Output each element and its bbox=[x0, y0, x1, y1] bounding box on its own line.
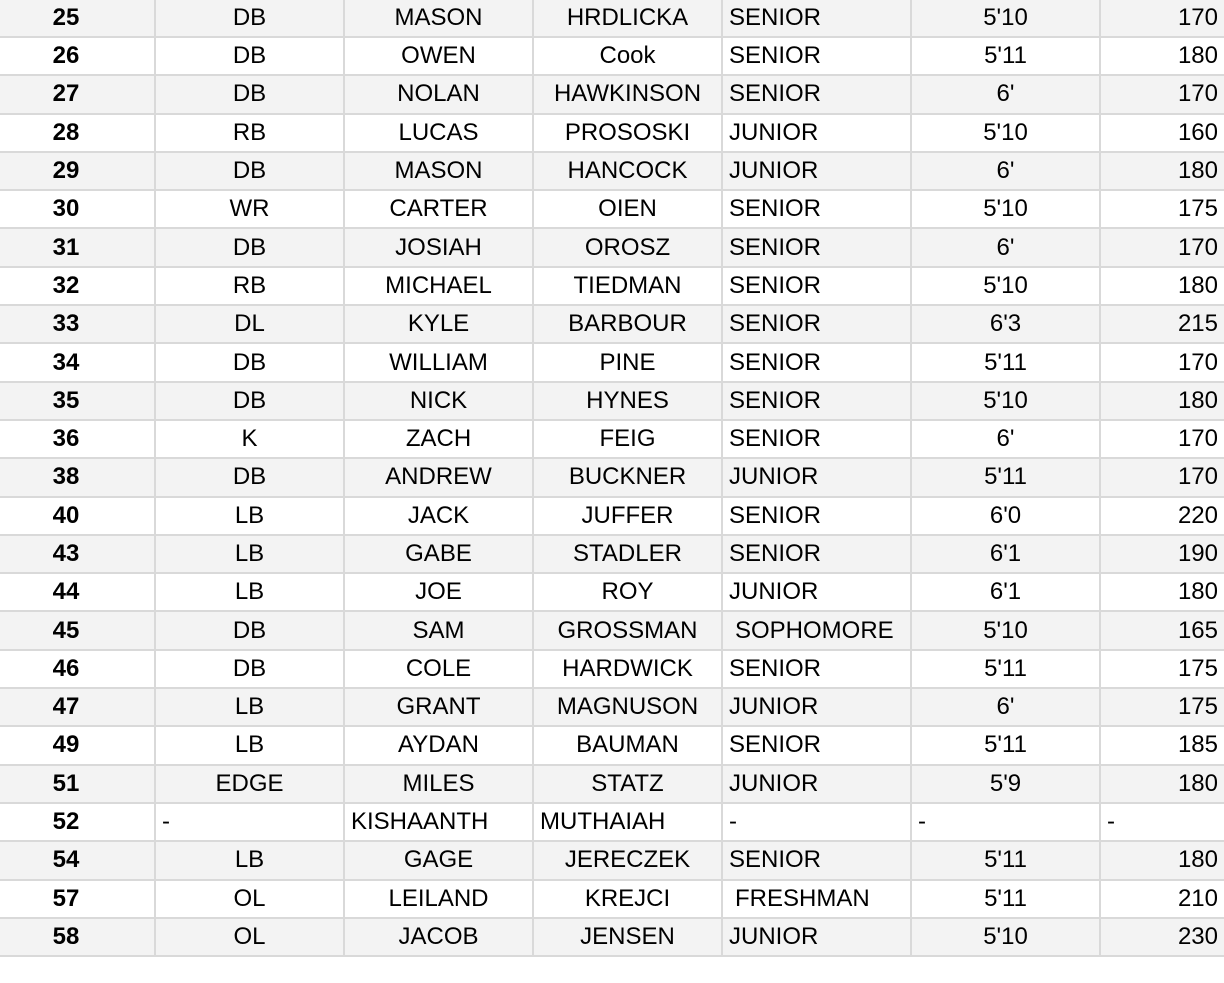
first-name-cell[interactable]: NOLAN bbox=[344, 75, 533, 113]
weight-cell[interactable]: 175 bbox=[1100, 688, 1224, 726]
table-row bbox=[0, 152, 1224, 190]
first-name-cell[interactable]: JACK bbox=[344, 497, 533, 535]
last-name-cell[interactable]: HANCOCK bbox=[533, 152, 722, 190]
first-name-cell[interactable]: GAGE bbox=[344, 841, 533, 879]
height-cell[interactable]: 6'1 bbox=[911, 535, 1100, 573]
jersey-number-cell[interactable]: 27 bbox=[0, 75, 155, 113]
last-name-cell[interactable]: GROSSMAN bbox=[533, 611, 722, 649]
class-year-cell[interactable]: SENIOR bbox=[722, 228, 911, 266]
last-name-cell[interactable]: BARBOUR bbox=[533, 305, 722, 343]
weight-cell[interactable]: 220 bbox=[1100, 497, 1224, 535]
table-row bbox=[0, 841, 1224, 879]
jersey-number-cell[interactable]: 35 bbox=[0, 382, 155, 420]
first-name-cell[interactable]: ANDREW bbox=[344, 458, 533, 496]
class-year-cell[interactable]: SENIOR bbox=[722, 497, 911, 535]
first-name-cell[interactable]: KISHAANTH bbox=[344, 803, 533, 841]
class-year-cell[interactable]: SENIOR bbox=[722, 0, 911, 37]
jersey-number-cell[interactable]: 51 bbox=[0, 765, 155, 803]
class-year-cell[interactable]: JUNIOR bbox=[722, 573, 911, 611]
class-year-cell[interactable]: SOPHOMORE bbox=[722, 611, 911, 649]
class-year-cell[interactable]: SENIOR bbox=[722, 382, 911, 420]
jersey-number-cell[interactable]: 49 bbox=[0, 726, 155, 764]
weight-cell[interactable]: 210 bbox=[1100, 880, 1224, 918]
last-name-cell[interactable]: MAGNUSON bbox=[533, 688, 722, 726]
last-name-cell[interactable]: BUCKNER bbox=[533, 458, 722, 496]
last-name-cell[interactable]: JENSEN bbox=[533, 918, 722, 956]
position-cell[interactable]: DB bbox=[155, 382, 344, 420]
table-row bbox=[0, 343, 1224, 381]
weight-cell[interactable]: 170 bbox=[1100, 343, 1224, 381]
table-row bbox=[0, 0, 1224, 37]
weight-cell[interactable]: 180 bbox=[1100, 573, 1224, 611]
weight-cell[interactable]: 180 bbox=[1100, 37, 1224, 75]
first-name-cell[interactable]: MILES bbox=[344, 765, 533, 803]
position-cell[interactable]: LB bbox=[155, 497, 344, 535]
class-year-cell[interactable]: JUNIOR bbox=[722, 765, 911, 803]
last-name-cell[interactable]: PROSOSKI bbox=[533, 114, 722, 152]
class-year-cell[interactable]: FRESHMAN bbox=[722, 880, 911, 918]
table-row bbox=[0, 497, 1224, 535]
height-cell[interactable]: 6'0 bbox=[911, 497, 1100, 535]
table-row bbox=[0, 382, 1224, 420]
weight-cell[interactable]: 170 bbox=[1100, 0, 1224, 37]
first-name-cell[interactable]: MASON bbox=[344, 152, 533, 190]
position-cell[interactable]: WR bbox=[155, 190, 344, 228]
class-year-cell[interactable]: SENIOR bbox=[722, 535, 911, 573]
last-name-cell[interactable]: JUFFER bbox=[533, 497, 722, 535]
last-name-cell[interactable]: JERECZEK bbox=[533, 841, 722, 879]
height-cell[interactable]: 5'11 bbox=[911, 343, 1100, 381]
jersey-number-cell[interactable]: 44 bbox=[0, 573, 155, 611]
position-cell[interactable]: RB bbox=[155, 114, 344, 152]
jersey-number-cell[interactable]: 57 bbox=[0, 880, 155, 918]
class-year-cell[interactable]: JUNIOR bbox=[722, 114, 911, 152]
table-row bbox=[0, 114, 1224, 152]
table-row bbox=[0, 305, 1224, 343]
first-name-cell[interactable]: JOSIAH bbox=[344, 228, 533, 266]
height-cell[interactable]: 5'11 bbox=[911, 726, 1100, 764]
jersey-number-cell[interactable]: 46 bbox=[0, 650, 155, 688]
class-year-cell[interactable]: SENIOR bbox=[722, 343, 911, 381]
weight-cell[interactable]: 170 bbox=[1100, 420, 1224, 458]
weight-cell[interactable]: 215 bbox=[1100, 305, 1224, 343]
height-cell[interactable]: 6' bbox=[911, 420, 1100, 458]
class-year-cell[interactable]: JUNIOR bbox=[722, 458, 911, 496]
first-name-cell[interactable]: MASON bbox=[344, 0, 533, 37]
table-row bbox=[0, 650, 1224, 688]
height-cell[interactable]: 6'1 bbox=[911, 573, 1100, 611]
table-row bbox=[0, 75, 1224, 113]
position-cell[interactable]: DB bbox=[155, 152, 344, 190]
height-cell[interactable]: 5'11 bbox=[911, 458, 1100, 496]
class-year-cell[interactable]: SENIOR bbox=[722, 420, 911, 458]
weight-cell[interactable]: 175 bbox=[1100, 650, 1224, 688]
weight-cell[interactable]: 180 bbox=[1100, 765, 1224, 803]
position-cell[interactable]: OL bbox=[155, 880, 344, 918]
first-name-cell[interactable]: NICK bbox=[344, 382, 533, 420]
class-year-cell[interactable]: SENIOR bbox=[722, 37, 911, 75]
jersey-number-cell[interactable]: 28 bbox=[0, 114, 155, 152]
weight-cell[interactable]: 185 bbox=[1100, 726, 1224, 764]
last-name-cell[interactable]: STADLER bbox=[533, 535, 722, 573]
weight-cell[interactable]: 180 bbox=[1100, 152, 1224, 190]
position-cell[interactable]: DB bbox=[155, 343, 344, 381]
class-year-cell[interactable]: SENIOR bbox=[722, 726, 911, 764]
last-name-cell[interactable]: STATZ bbox=[533, 765, 722, 803]
height-cell[interactable]: 6' bbox=[911, 688, 1100, 726]
position-cell[interactable]: RB bbox=[155, 267, 344, 305]
height-cell[interactable]: 5'11 bbox=[911, 841, 1100, 879]
class-year-cell[interactable]: JUNIOR bbox=[722, 918, 911, 956]
table-row bbox=[0, 726, 1224, 764]
height-cell[interactable]: 5'10 bbox=[911, 611, 1100, 649]
weight-cell[interactable]: 180 bbox=[1100, 267, 1224, 305]
class-year-cell[interactable]: SENIOR bbox=[722, 305, 911, 343]
position-cell[interactable]: LB bbox=[155, 573, 344, 611]
table-row bbox=[0, 37, 1224, 75]
table-row bbox=[0, 420, 1224, 458]
jersey-number-cell[interactable]: 30 bbox=[0, 190, 155, 228]
table-row bbox=[0, 611, 1224, 649]
jersey-number-cell[interactable]: 47 bbox=[0, 688, 155, 726]
last-name-cell[interactable]: HAWKINSON bbox=[533, 75, 722, 113]
table-row bbox=[0, 880, 1224, 918]
first-name-cell[interactable]: AYDAN bbox=[344, 726, 533, 764]
table-row bbox=[0, 190, 1224, 228]
position-cell[interactable]: K bbox=[155, 420, 344, 458]
first-name-cell[interactable]: COLE bbox=[344, 650, 533, 688]
weight-cell[interactable]: 190 bbox=[1100, 535, 1224, 573]
class-year-cell[interactable]: SENIOR bbox=[722, 650, 911, 688]
first-name-cell[interactable]: CARTER bbox=[344, 190, 533, 228]
height-cell[interactable]: 5'10 bbox=[911, 0, 1100, 37]
first-name-cell[interactable]: LUCAS bbox=[344, 114, 533, 152]
class-year-cell[interactable]: SENIOR bbox=[722, 75, 911, 113]
jersey-number-cell[interactable]: 33 bbox=[0, 305, 155, 343]
jersey-number-cell[interactable]: 32 bbox=[0, 267, 155, 305]
position-cell[interactable]: LB bbox=[155, 841, 344, 879]
last-name-cell[interactable]: MUTHAIAH bbox=[533, 803, 722, 841]
height-cell[interactable]: 5'10 bbox=[911, 267, 1100, 305]
weight-cell[interactable]: 180 bbox=[1100, 841, 1224, 879]
last-name-cell[interactable]: HARDWICK bbox=[533, 650, 722, 688]
first-name-cell[interactable]: GRANT bbox=[344, 688, 533, 726]
first-name-cell[interactable]: ZACH bbox=[344, 420, 533, 458]
weight-cell[interactable]: 230 bbox=[1100, 918, 1224, 956]
position-cell[interactable]: LB bbox=[155, 535, 344, 573]
height-cell[interactable]: 6'3 bbox=[911, 305, 1100, 343]
jersey-number-cell[interactable]: 38 bbox=[0, 458, 155, 496]
weight-cell[interactable]: 160 bbox=[1100, 114, 1224, 152]
weight-cell[interactable]: 175 bbox=[1100, 190, 1224, 228]
last-name-cell[interactable]: BAUMAN bbox=[533, 726, 722, 764]
height-cell[interactable]: 5'10 bbox=[911, 190, 1100, 228]
position-cell[interactable]: DB bbox=[155, 75, 344, 113]
weight-cell[interactable]: 170 bbox=[1100, 75, 1224, 113]
class-year-cell[interactable]: SENIOR bbox=[722, 190, 911, 228]
height-cell[interactable]: 5'11 bbox=[911, 37, 1100, 75]
class-year-cell[interactable]: JUNIOR bbox=[722, 152, 911, 190]
table-row bbox=[0, 918, 1224, 956]
first-name-cell[interactable]: WILLIAM bbox=[344, 343, 533, 381]
table-row bbox=[0, 267, 1224, 305]
position-cell[interactable]: DB bbox=[155, 228, 344, 266]
height-cell[interactable]: 5'11 bbox=[911, 880, 1100, 918]
last-name-cell[interactable]: HYNES bbox=[533, 382, 722, 420]
table-row bbox=[0, 228, 1224, 266]
height-cell[interactable]: 6' bbox=[911, 75, 1100, 113]
jersey-number-cell[interactable]: 40 bbox=[0, 497, 155, 535]
weight-cell[interactable]: 180 bbox=[1100, 382, 1224, 420]
jersey-number-cell[interactable]: 26 bbox=[0, 37, 155, 75]
jersey-number-cell[interactable]: 25 bbox=[0, 0, 155, 37]
position-cell[interactable]: DB bbox=[155, 611, 344, 649]
table-row bbox=[0, 765, 1224, 803]
first-name-cell[interactable]: KYLE bbox=[344, 305, 533, 343]
last-name-cell[interactable]: OROSZ bbox=[533, 228, 722, 266]
jersey-number-cell[interactable]: 36 bbox=[0, 420, 155, 458]
jersey-number-cell[interactable]: 31 bbox=[0, 228, 155, 266]
jersey-number-cell[interactable]: 52 bbox=[0, 803, 155, 841]
position-cell[interactable]: DL bbox=[155, 305, 344, 343]
first-name-cell[interactable]: GABE bbox=[344, 535, 533, 573]
weight-cell[interactable]: 170 bbox=[1100, 458, 1224, 496]
position-cell[interactable]: LB bbox=[155, 726, 344, 764]
table-row bbox=[0, 573, 1224, 611]
jersey-number-cell[interactable]: 58 bbox=[0, 918, 155, 956]
first-name-cell[interactable]: OWEN bbox=[344, 37, 533, 75]
last-name-cell[interactable]: Cook bbox=[533, 37, 722, 75]
jersey-number-cell[interactable]: 43 bbox=[0, 535, 155, 573]
position-cell[interactable]: LB bbox=[155, 688, 344, 726]
table-row bbox=[0, 535, 1224, 573]
height-cell[interactable]: 5'10 bbox=[911, 114, 1100, 152]
last-name-cell[interactable]: HRDLICKA bbox=[533, 0, 722, 37]
weight-cell[interactable]: - bbox=[1100, 803, 1224, 841]
height-cell[interactable]: 5'9 bbox=[911, 765, 1100, 803]
position-cell[interactable]: DB bbox=[155, 650, 344, 688]
weight-cell[interactable]: 165 bbox=[1100, 611, 1224, 649]
jersey-number-cell[interactable]: 29 bbox=[0, 152, 155, 190]
jersey-number-cell[interactable]: 45 bbox=[0, 611, 155, 649]
class-year-cell[interactable]: JUNIOR bbox=[722, 688, 911, 726]
last-name-cell[interactable]: TIEDMAN bbox=[533, 267, 722, 305]
jersey-number-cell[interactable]: 34 bbox=[0, 343, 155, 381]
height-cell[interactable]: 5'10 bbox=[911, 918, 1100, 956]
position-cell[interactable]: OL bbox=[155, 918, 344, 956]
last-name-cell[interactable]: KREJCI bbox=[533, 880, 722, 918]
class-year-cell[interactable]: SENIOR bbox=[722, 841, 911, 879]
position-cell[interactable]: EDGE bbox=[155, 765, 344, 803]
position-cell[interactable]: DB bbox=[155, 458, 344, 496]
last-name-cell[interactable]: ROY bbox=[533, 573, 722, 611]
jersey-number-cell[interactable]: 54 bbox=[0, 841, 155, 879]
weight-cell[interactable]: 170 bbox=[1100, 228, 1224, 266]
last-name-cell[interactable]: PINE bbox=[533, 343, 722, 381]
table-row bbox=[0, 458, 1224, 496]
position-cell[interactable]: DB bbox=[155, 0, 344, 37]
last-name-cell[interactable]: FEIG bbox=[533, 420, 722, 458]
position-cell[interactable]: DB bbox=[155, 37, 344, 75]
height-cell[interactable]: 6' bbox=[911, 152, 1100, 190]
height-cell[interactable]: 6' bbox=[911, 228, 1100, 266]
class-year-cell[interactable]: SENIOR bbox=[722, 267, 911, 305]
first-name-cell[interactable]: SAM bbox=[344, 611, 533, 649]
class-year-cell[interactable]: - bbox=[722, 803, 911, 841]
first-name-cell[interactable]: JACOB bbox=[344, 918, 533, 956]
table-row bbox=[0, 803, 1224, 841]
table-row bbox=[0, 688, 1224, 726]
first-name-cell[interactable]: JOE bbox=[344, 573, 533, 611]
first-name-cell[interactable]: MICHAEL bbox=[344, 267, 533, 305]
height-cell[interactable]: - bbox=[911, 803, 1100, 841]
height-cell[interactable]: 5'11 bbox=[911, 650, 1100, 688]
height-cell[interactable]: 5'10 bbox=[911, 382, 1100, 420]
position-cell[interactable]: - bbox=[155, 803, 344, 841]
first-name-cell[interactable]: LEILAND bbox=[344, 880, 533, 918]
last-name-cell[interactable]: OIEN bbox=[533, 190, 722, 228]
